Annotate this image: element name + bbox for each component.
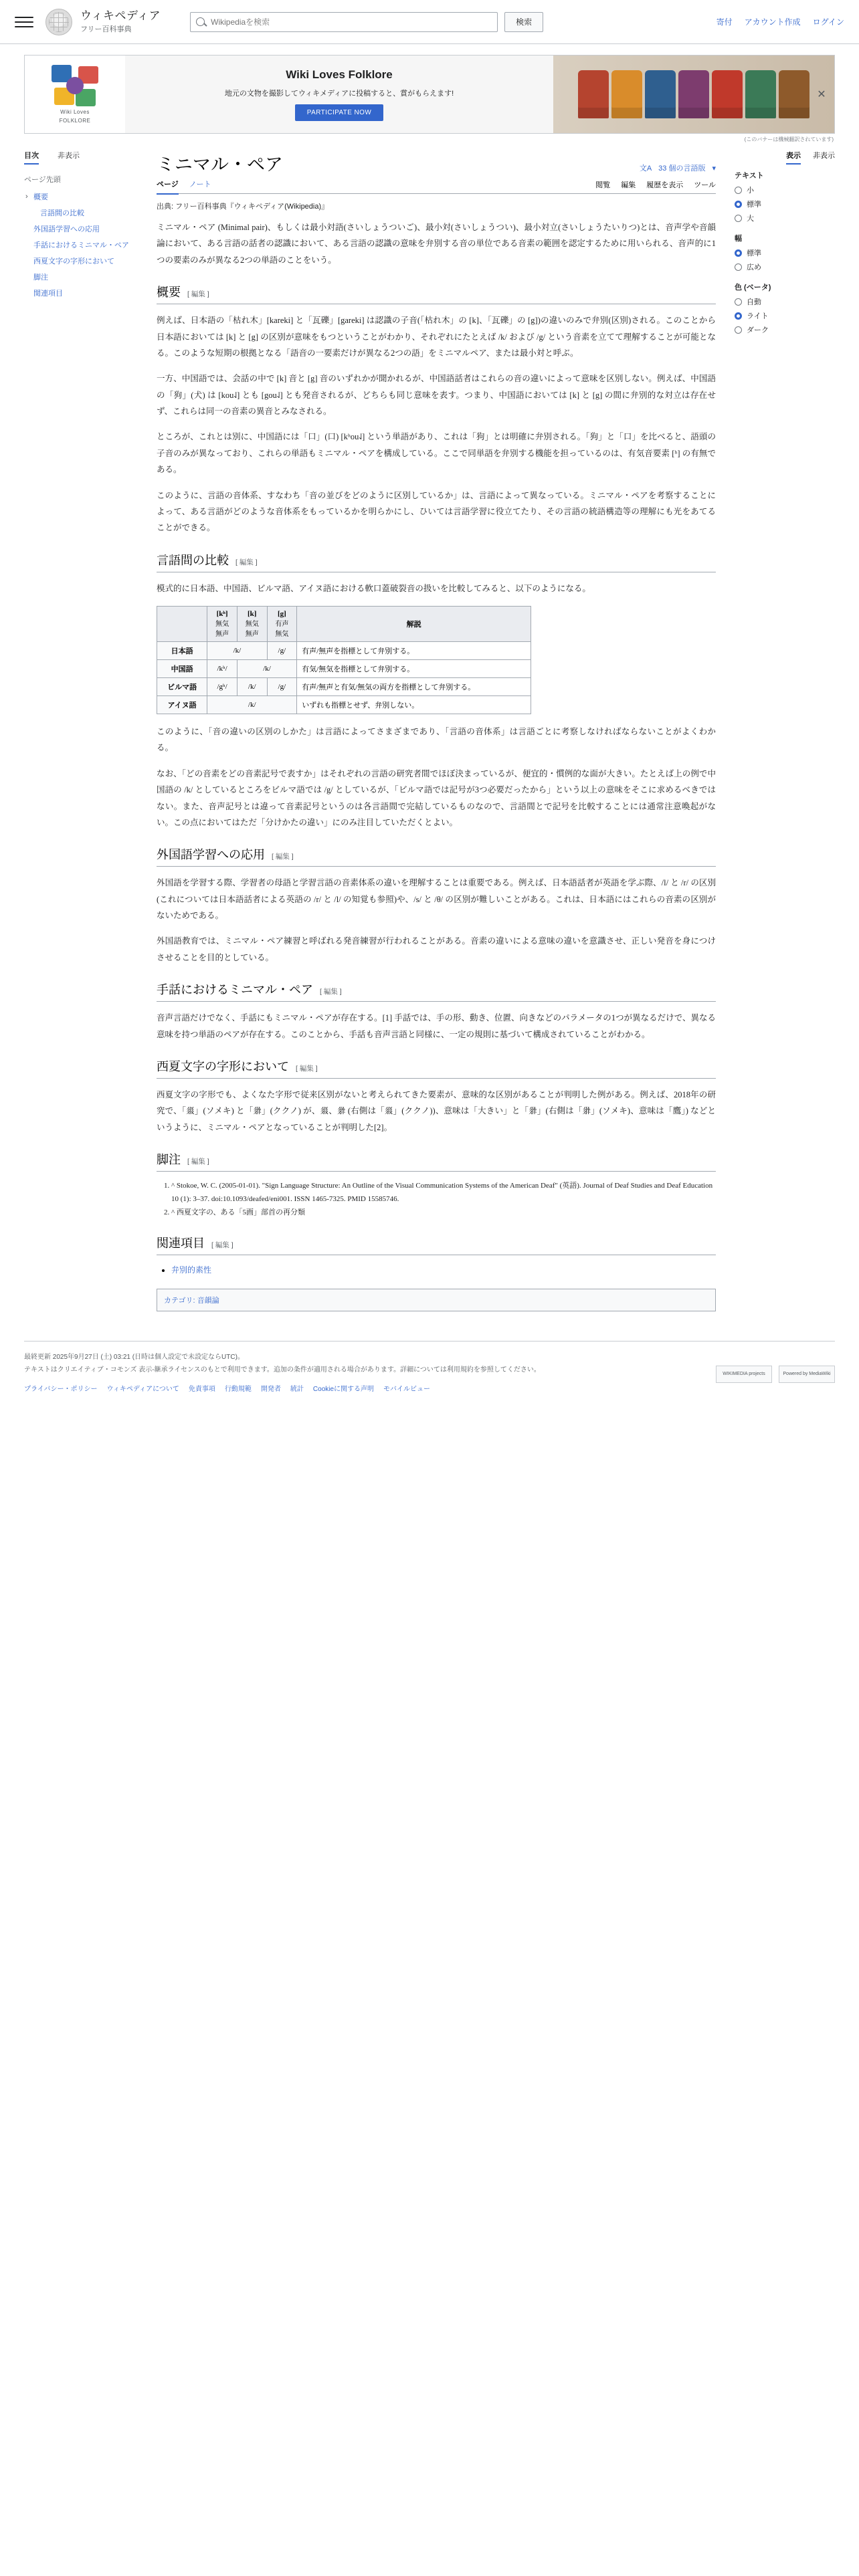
text-size-small[interactable] (735, 185, 835, 195)
tab-tools[interactable]: ツール (694, 181, 716, 189)
color-light[interactable] (735, 310, 835, 321)
banner-machine-translation-note: (このバナーは機械翻訳されています) (744, 136, 834, 142)
text-size-large[interactable] (735, 213, 835, 223)
edit-link-tangut[interactable]: [ 編集 ] (296, 1064, 318, 1073)
radio-icon[interactable] (735, 312, 742, 320)
section-title-comparison: 言語間の比較 (157, 553, 229, 567)
cell-zh-2: /k/ (237, 660, 296, 678)
search-box[interactable] (190, 12, 498, 32)
main-layout (0, 143, 859, 1323)
width-group (735, 233, 835, 272)
tab-history[interactable]: 履歴を表示 (646, 181, 684, 189)
banner-cta-button[interactable]: PARTICIPATE NOW (295, 104, 383, 121)
source-note: 出典: フリー百科事典『ウィキペディア(Wikipedia)』 (157, 203, 329, 211)
color-label: 色 (ベータ) (735, 284, 771, 292)
cell-ja-1: /k/ (207, 642, 267, 660)
edit-link-related[interactable]: [ 編集 ] (211, 1241, 233, 1250)
tab-talk[interactable]: ノート (189, 181, 211, 189)
option-label: ダーク (747, 326, 769, 334)
radio-icon[interactable] (735, 249, 742, 257)
section-heading-tangut (157, 1057, 716, 1079)
radio-icon[interactable] (735, 201, 742, 208)
section-title-related: 関連項目 (157, 1237, 205, 1251)
cell-zh-1: /kʰ/ (207, 660, 237, 678)
close-icon[interactable]: ✕ (817, 89, 826, 100)
comparison-p1: 模式的に日本語、中国語、ビルマ語、アイヌ語における軟口蓋破裂音の扱いを比較してみると、以下のようになる。 (157, 583, 591, 593)
section-heading-related (157, 1234, 716, 1255)
sidebar-toc (24, 150, 145, 1323)
radio-icon[interactable] (735, 326, 742, 334)
table-row (157, 660, 531, 678)
search-input[interactable] (209, 17, 492, 27)
foreign-p1: 外国語を学習する際、学習者の母語と学習言語の音素体系の違いを理解することは重要である。例えば、日本語話者が英語を学ぶ際、/l/ と /r/ の区別(これについては日本語話者による英語の /r/ と /l/ の知覚も参照)や、/s/ と /θ/ の区別が難しいことがある。これは、日本語にはこれらの音素の区別がないためである。 (157, 878, 716, 920)
section-title-overview: 概要 (157, 286, 181, 300)
logo-subtitle: フリー百科事典 (80, 25, 132, 33)
tab-page[interactable]: ページ (157, 179, 179, 195)
wikimedia-badge[interactable]: WIKIMEDIA projects (716, 1366, 772, 1383)
appearance-tabs (735, 150, 835, 165)
option-label: 標準 (747, 249, 761, 257)
donate-link[interactable]: 寄付 (716, 17, 733, 27)
edit-link-foreign[interactable]: [ 編集 ] (272, 853, 294, 861)
fundraising-banner (24, 55, 835, 134)
footer-link-about[interactable]: ウィキペディアについて (106, 1385, 179, 1393)
toc-tabs (24, 150, 135, 165)
sidebar-item-footnotes[interactable]: 脚注 (33, 273, 48, 282)
row-lang-my: ビルマ語 (157, 678, 207, 696)
th-empty (157, 607, 207, 642)
section-heading-foreign (157, 845, 716, 867)
foreign-p2: 外国語教育では、ミニマル・ペア練習と呼ばれる発音練習が行われることがある。音素の違いによる意味の違いを意識させ、正しい発音を身につけさせることを目的としている。 (157, 936, 716, 962)
radio-icon[interactable] (735, 187, 742, 194)
signlang-p1: 音声言語だけでなく、手話にもミニマル・ペアが存在する。[1] 手話では、手の形、動き、位置、向きなどのパラメータの1つが異なるだけで、異なる意味を持つ単語のペアが存在する。このことから、手話も音声言語と同様に、一定の規則に基づいて構成されていることがわかる。 (157, 1013, 716, 1039)
section-heading-signlang (157, 980, 716, 1002)
menu-icon[interactable] (15, 13, 33, 31)
banner-text-area (125, 56, 553, 133)
toc-heading[interactable]: ページ先頭 (24, 176, 61, 184)
section-heading-overview (157, 283, 716, 304)
lead-paragraph: ミニマル・ペア (Minimal pair)、もしくは最小対語(さいしょうついご)、最小対(さいしょうつい)、最小対立(さいしょうたいりつ)とは、音声学や音韻論において、ある言語の話者の認識において、ある言語の認識の意味を弁別する音の単位である音素の範囲を認定するために用いられる、音声的に1つの要素のみが異なる2つの単語のことをいう。 (157, 223, 716, 265)
search-icon (196, 17, 205, 26)
section-title-footnotes: 脚注 (157, 1153, 181, 1166)
tab-appearance-show[interactable]: 表示 (786, 150, 801, 165)
section-heading-comparison (157, 551, 716, 572)
footnotes-list (157, 1180, 716, 1219)
color-group (735, 282, 835, 335)
option-label: 小 (747, 187, 754, 195)
table-row (157, 678, 531, 696)
section-title-foreign: 外国語学習への応用 (157, 848, 265, 862)
section-title-tangut: 西夏文字の字形において (157, 1059, 289, 1073)
option-label: 自動 (747, 298, 761, 306)
cell-ain-desc: いずれも指標とせず、弁別しない。 (297, 696, 531, 714)
table-header-row (157, 607, 531, 642)
width-label: 幅 (735, 235, 742, 243)
banner-title: Wiki Loves Folklore (286, 68, 393, 81)
width-wide[interactable] (735, 261, 835, 272)
footer-link-cookies[interactable]: Cookieに関する声明 (312, 1385, 375, 1393)
th-g: [g] 有声 無気 (267, 607, 297, 642)
user-links (717, 16, 844, 27)
article-content (145, 150, 728, 1323)
table-row (157, 696, 531, 714)
section-heading-footnotes (157, 1150, 716, 1172)
text-size-group (735, 170, 835, 223)
mediawiki-badge[interactable]: Powered by MediaWiki (779, 1366, 835, 1383)
globe-icon (45, 9, 72, 35)
cell-zh-desc: 有気/無気を指標として弁別する。 (297, 660, 531, 678)
tangut-p1: 西夏文字の字形でも、よくなた字形で従来区別がないと考えられてきた要素が、意味的な区別があることが判明した例がある。例えば、2018年の研究で、「𗼎」(ソメキ) と「𗼏」(ククノ) が、𗼎、𗼏 (右側は「𗼎」(ククノ))、意味は「大きい」と「𗼏」(右側は「𗼏」(ソメキ)、意味は「鷹」) などというように、ミニマル・ペアとなっていることが判明した[2]。 (157, 1089, 716, 1132)
row-lang-ja: 日本語 (157, 642, 207, 660)
cell-ja-2: /g/ (267, 642, 297, 660)
edit-link-comparison[interactable]: [ 編集 ] (235, 558, 258, 566)
banner-subtitle: 地元の文物を撮影してウィキメディアに投稿すると、賞がもらえます! (224, 89, 454, 98)
footer-links (24, 1383, 835, 1396)
option-label: ライト (747, 312, 769, 320)
footer-badges (716, 1366, 835, 1383)
login-link[interactable]: ログイン (812, 17, 844, 27)
search-button[interactable]: 検索 (504, 12, 543, 32)
row-lang-zh: 中国語 (157, 660, 207, 678)
banner-image (553, 56, 834, 133)
wiki-loves-folklore-icon (50, 65, 100, 106)
footnote-2: 2. ^ 西夏文字の、ある「5画」部首の再分類 (171, 1206, 716, 1220)
sidebar-item-comparison[interactable]: 言語間の比較 (40, 209, 84, 217)
related-link-1[interactable]: 弁別的素性 (171, 1265, 212, 1275)
th-k: [k] 無気 無声 (237, 607, 267, 642)
width-standard[interactable] (735, 247, 835, 258)
footer-link-conduct[interactable]: 行動規範 (224, 1385, 252, 1393)
page-title: ミニマル・ペア (157, 154, 283, 175)
toc-list (24, 190, 135, 302)
overview-p3: ところが、これとは別に、中国語には「口」(口) [kʰou˨˩] という単語があり、これは「狗」とは明確に弁別される。「狗」と「口」を比べると、語頭の子音のみが異なっており、これらの単語もミニマル・ペアを構成している。ここで同単語を弁別する機能を担っているのは、有気音要素 [ʰ] の有無である。 (157, 432, 716, 475)
cell-ja-desc: 有声/無声を指標として弁別する。 (297, 642, 531, 660)
overview-p1: 例えば、日本語の「枯れ木」[kareki] と「瓦礫」[gareki] は認識の子音(「枯れ木」の [k]、「瓦礫」の [g])の違いのみで弁別(区別)される。このことから日本語においては [k] と [g] の区別が意味をもつということがわかり、それぞれにたとえば /k/ および /g/ という音素を立てて理解することが可能となる。このような短期の根拠となる「語音の一要素だけが異なる2つの語」をミニマルペア、または最小対と呼ぶ。 (157, 316, 716, 358)
cell-my-3: /g/ (267, 678, 297, 696)
banner-logo-caption-2: FOLKLORE (59, 118, 91, 124)
chevron-down-icon[interactable]: ▾ (712, 164, 716, 173)
tab-appearance-hide[interactable]: 非表示 (813, 152, 835, 160)
comparison-p3: なお、「どの音素をどの音素記号で表すか」はそれぞれの言語の研究者間でほぼ決まっているが、便宜的・慣例的な面が大きい。たとえば上の例で中国語の /k/ としているところをビルマ語では /g/ としているが、「ビルマ語では記号が3つ必要だったから」という以上の意味をそこに求めるべきではない。また、音声記号とは違って音素記号というのは各言語間で完結しているものなので、言語間とで記号を比較することには通常注意喚起がない。この点においてはただ「分けかたの違い」にのみ注目していただくとよい。 (157, 768, 716, 827)
tab-edit[interactable]: 編集 (621, 181, 636, 189)
comparison-p2: このように、「音の違いの区別のしかた」は言語によってさまざまであり、「言語の音体系」は言語ごとに考察しなければならないことがよくわかる。 (157, 727, 716, 753)
footer-link-developers[interactable]: 開発者 (260, 1385, 281, 1393)
tab-toc-hide[interactable]: 非表示 (58, 152, 80, 160)
language-comparison-table (157, 606, 531, 714)
th-desc: 解説 (297, 607, 531, 642)
related-list (157, 1263, 716, 1278)
footer-link-mobile[interactable]: モバイルビュー (383, 1385, 431, 1393)
overview-p2: 一方、中国語では、会話の中で [k] 音と [g] 音のいずれかが聞かれるが、中国語話者はこれらの音の違いによって意味を区別しない。例えば、中国語の「狗」(犬) は [kou˨˩] とも [gou˨˩] とも発音されるが、どちらも同じ意味を表す。つまり、中国語においては [k] と [g] の間に弁別的な対立は存在せず、これらは同一の音素の異音とみなされる。 (157, 374, 716, 416)
edit-link-footnotes[interactable]: [ 編集 ] (187, 1158, 209, 1166)
sidebar-item-related[interactable]: 関連項目 (33, 289, 63, 298)
radio-icon[interactable] (735, 263, 742, 271)
article-tabs (157, 179, 716, 194)
tab-read[interactable]: 閲覧 (595, 181, 611, 189)
cell-my-1: /gʰ/ (207, 678, 237, 696)
row-lang-ain: アイヌ語 (157, 696, 207, 714)
footer-lastmod: 最終更新 2025年9月27日 (土) 03:21 (日時は個人設定で未設定ならUTC)。 (24, 1353, 244, 1361)
radio-icon[interactable] (735, 215, 742, 222)
banner-logo-caption-1: Wiki Loves (60, 109, 90, 115)
table-row (157, 642, 531, 660)
footer-license: テキストはクリエイティブ・コモンズ 表示-継承ライセンスのもとで利用できます。追加の条件が適用される場合があります。詳細については利用規約を参照してください。 (24, 1366, 541, 1374)
list-item (171, 1263, 716, 1278)
global-header (0, 0, 859, 44)
page-bottom-space (0, 1416, 859, 2044)
banner-logo-area (25, 56, 125, 133)
sidebar-item-tangut[interactable]: 西夏文字の字形において (33, 257, 114, 265)
language-count[interactable]: 33 個の言語版 (658, 165, 706, 173)
option-label: 標準 (747, 201, 761, 209)
footnote-1: 1. ^ Stokoe, W. C. (2005-01-01). "Sign Language Structure: An Outline of the Visual Communication Systems of the American Deaf" (英語). Journal of Deaf Studies and Deaf Education 10 (1): 3–37. doi:10.1093/deafed/eni001. ISSN 1465-7325. PMID 15585746. (171, 1180, 716, 1206)
footer-link-stats[interactable]: 統計 (290, 1385, 304, 1393)
section-title-signlang: 手話におけるミニマル・ペア (157, 983, 313, 997)
category-link[interactable]: カテゴリ: 音韻論 (164, 1296, 219, 1305)
category-box (157, 1289, 716, 1311)
footer-link-disclaimer[interactable]: 免責事項 (188, 1385, 215, 1393)
cell-ain-1: /k/ (207, 696, 297, 714)
wikipedia-logo[interactable] (45, 9, 161, 35)
page-footer (24, 1341, 835, 1416)
cell-my-desc: 有声/無声と有気/無気の両方を指標として弁別する。 (297, 678, 531, 696)
edit-link-signlang[interactable]: [ 編集 ] (320, 988, 342, 996)
language-icon: 文A (639, 165, 652, 173)
create-account-link[interactable]: アカウント作成 (744, 17, 801, 27)
th-kh: [kʰ] 無気 無声 (207, 607, 237, 642)
color-auto[interactable] (735, 296, 835, 307)
edit-link-overview[interactable]: [ 編集 ] (187, 290, 209, 299)
sidebar-item-overview[interactable]: › 概要 (24, 190, 135, 206)
option-label: 広め (747, 263, 761, 272)
footer-link-privacy[interactable]: プライバシー・ポリシー (24, 1385, 98, 1393)
tab-toc[interactable]: 目次 (24, 150, 39, 165)
sidebar-item-foreign[interactable]: 外国語学習への応用 (33, 225, 100, 233)
appearance-panel (728, 150, 835, 1323)
overview-p4: このように、言語の音体系、すなわち「音の並びをどのように区別しているか」は、言語によって異なっている。ミニマル・ペアを考察することによって、ある言語がどのような音体系をもっているかを明らかにし、ひいては言語学習に役立てたり、その言語の統語構造等の理解にも光をあてることができる。 (157, 490, 716, 533)
text-size-label: テキスト (735, 172, 764, 180)
color-dark[interactable] (735, 324, 835, 335)
cell-my-2: /k/ (237, 678, 267, 696)
text-size-standard[interactable] (735, 199, 835, 209)
search-area (190, 12, 543, 32)
logo-title: ウィキペディア (80, 9, 161, 23)
sidebar-item-signlang[interactable]: 手話におけるミニマル・ペア (33, 241, 129, 249)
radio-icon[interactable] (735, 298, 742, 306)
option-label: 大 (747, 215, 754, 223)
